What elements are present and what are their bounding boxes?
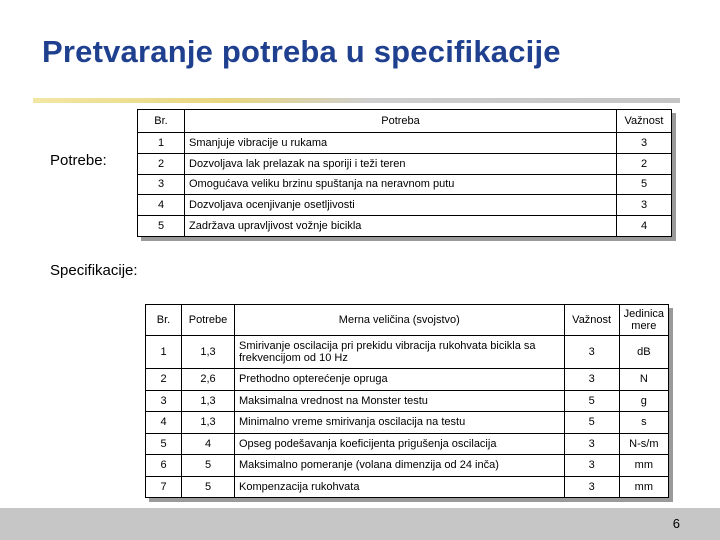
spec-number: 6 [146,455,182,476]
spec-unit: s [619,412,668,433]
table-row [146,412,669,433]
need-text: Zadržava upravljivost vožnje bicikla [185,216,617,237]
need-text: Smanjuje vibracije u rukama [185,133,617,154]
need-text: Omogućava veliku brzinu spuštanja na neravnom putu [185,174,617,195]
spec-metric: Minimalno vreme smirivanja oscilacija na testu [235,412,565,433]
header-importance: Važnost [564,305,619,336]
spec-number: 4 [146,412,182,433]
spec-needs: 1,3 [182,412,235,433]
spec-metric: Smirivanje oscilacija pri prekidu vibracija rukohvata bicikla sa frekvencijom od 10 Hz [235,336,565,369]
need-importance: 3 [617,133,672,154]
spec-number: 3 [146,390,182,411]
specs-table-frame [145,304,669,498]
spec-unit: mm [619,455,668,476]
spec-metric: Prethodno opterećenje opruga [235,369,565,390]
spec-metric: Maksimalno pomeranje (volana dimenzija od 24 inča) [235,455,565,476]
table-row [138,174,672,195]
needs-table-frame [137,109,672,237]
spec-needs: 1,3 [182,336,235,369]
header-number: Br. [138,110,185,133]
spec-metric: Kompenzacija rukohvata [235,476,565,497]
spec-metric: Opseg podešavanja koeficijenta prigušenja oscilacija [235,433,565,454]
need-number: 3 [138,174,185,195]
table-row [146,455,669,476]
need-number: 2 [138,153,185,174]
spec-importance: 3 [564,476,619,497]
need-importance: 2 [617,153,672,174]
spec-importance: 3 [564,336,619,369]
spec-importance: 3 [564,433,619,454]
need-text: Dozvoljava lak prelazak na sporiji i teži teren [185,153,617,174]
spec-unit: g [619,390,668,411]
spec-metric: Maksimalna vrednost na Monster testu [235,390,565,411]
table-row [138,216,672,237]
title-underline [33,98,680,103]
table-row [138,133,672,154]
footer-bar [0,508,720,540]
spec-importance: 3 [564,369,619,390]
table-row [146,336,669,369]
spec-unit: mm [619,476,668,497]
header-unit: Jedinica mere [619,305,668,336]
spec-importance: 5 [564,390,619,411]
spec-number: 7 [146,476,182,497]
needs-table [137,109,672,237]
spec-importance: 3 [564,455,619,476]
need-importance: 3 [617,195,672,216]
spec-needs: 1,3 [182,390,235,411]
spec-needs: 5 [182,455,235,476]
spec-number: 5 [146,433,182,454]
specs-table [145,304,669,498]
table-row [146,476,669,497]
header-number: Br. [146,305,182,336]
spec-number: 2 [146,369,182,390]
needs-label: Potrebe: [50,152,107,169]
table-row [146,369,669,390]
page-number: 6 [672,516,680,531]
need-number: 1 [138,133,185,154]
spec-importance: 5 [564,412,619,433]
need-importance: 4 [617,216,672,237]
spec-number: 1 [146,336,182,369]
need-number: 5 [138,216,185,237]
need-number: 4 [138,195,185,216]
header-metric: Merna veličina (svojstvo) [235,305,565,336]
header-need: Potreba [185,110,617,133]
spec-needs: 2,6 [182,369,235,390]
specs-header-row [146,305,669,336]
table-row [146,390,669,411]
table-row [138,195,672,216]
header-needs: Potrebe [182,305,235,336]
table-row [138,153,672,174]
header-importance: Važnost [617,110,672,133]
table-row [146,433,669,454]
needs-header-row [138,110,672,133]
need-importance: 5 [617,174,672,195]
spec-needs: 4 [182,433,235,454]
slide-title: Pretvaranje potreba u specifikacije [42,34,561,69]
specs-label: Specifikacije: [50,262,138,279]
spec-unit: N-s/m [619,433,668,454]
spec-unit: N [619,369,668,390]
spec-needs: 5 [182,476,235,497]
spec-unit: dB [619,336,668,369]
need-text: Dozvoljava ocenjivanje osetljivosti [185,195,617,216]
